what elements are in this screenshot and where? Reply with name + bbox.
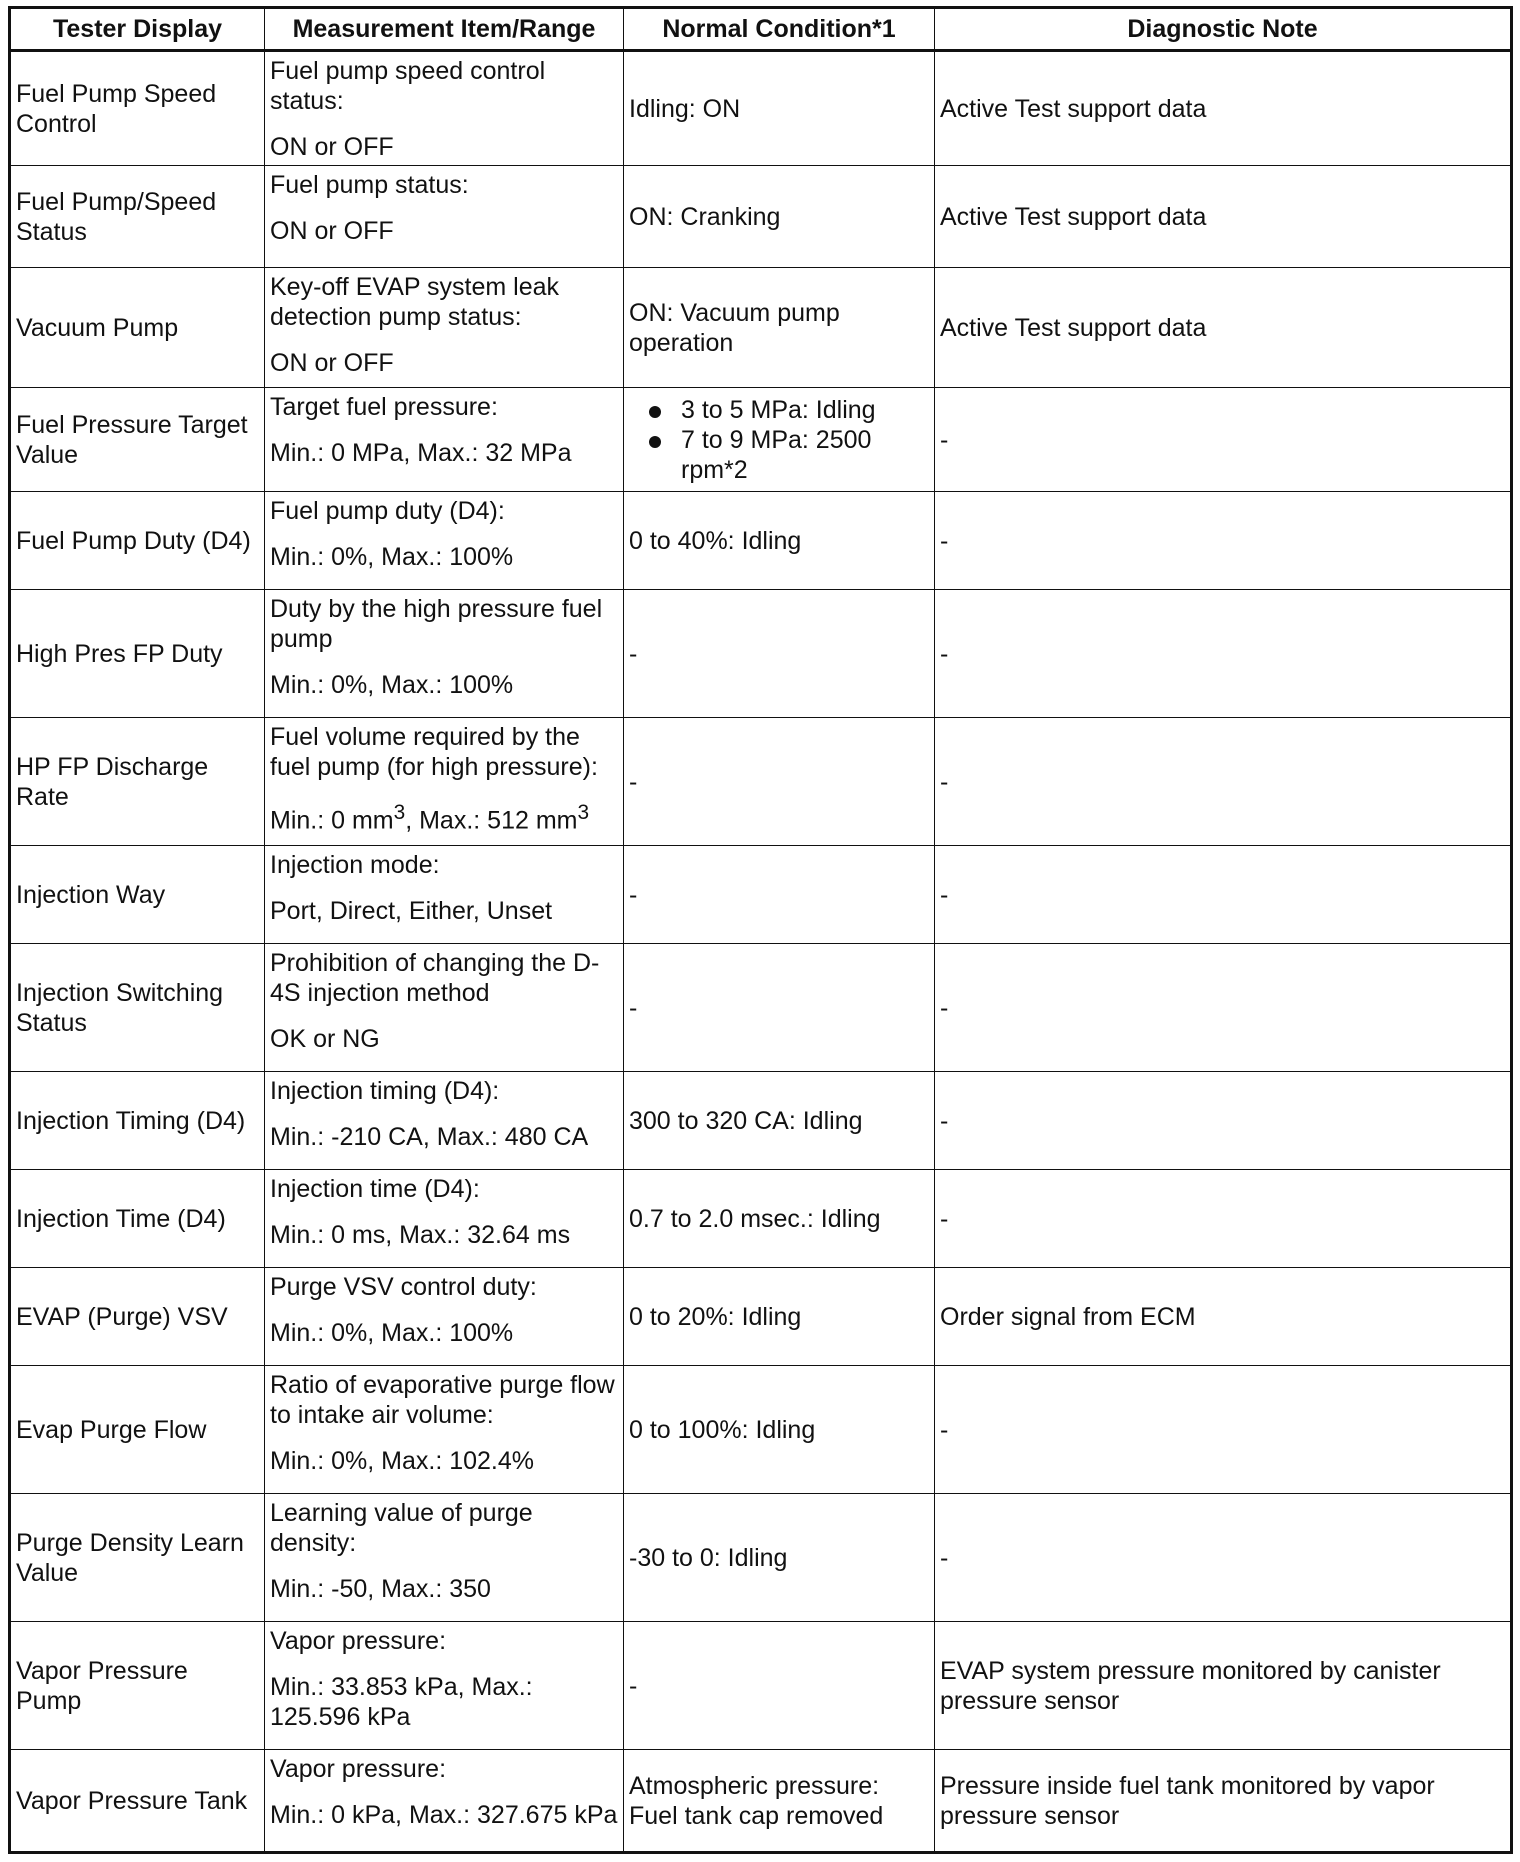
normal-condition-cell: -: [624, 944, 935, 1072]
measurement-cell: [265, 388, 624, 492]
header-diagnostic-note: Diagnostic Note: [935, 8, 1512, 51]
table-row: [10, 1268, 1512, 1366]
diagnostic-note-cell: -: [935, 1494, 1512, 1622]
measurement-item: Target fuel pressure:: [270, 393, 498, 421]
table-row: [10, 1072, 1512, 1170]
table-row: [10, 166, 1512, 268]
measurement-cell: [265, 1268, 624, 1366]
measurement-cell: [265, 944, 624, 1072]
measurement-item: Vapor pressure:: [270, 1755, 447, 1783]
tester-display-cell: EVAP (Purge) VSV: [10, 1268, 265, 1366]
measurement-item: Fuel pump duty (D4):: [270, 497, 505, 525]
table-row: [10, 388, 1512, 492]
tester-display-cell: Fuel Pressure Target Value: [10, 388, 265, 492]
list-item: 3 to 5 MPa: Idling: [681, 395, 929, 425]
table-row: [10, 846, 1512, 944]
normal-condition-cell: ON: Vacuum pump operation: [624, 268, 935, 388]
measurement-range: Min.: 0%, Max.: 100%: [270, 543, 514, 571]
header-row: [10, 8, 1512, 51]
table-row: [10, 268, 1512, 388]
measurement-cell: [265, 492, 624, 590]
table-row: [10, 590, 1512, 718]
measurement-range: Min.: 0 MPa, Max.: 32 MPa: [270, 439, 572, 467]
measurement-cell: [265, 166, 624, 268]
measurement-range: Min.: 0 $mm^3$, Max.: 512 $mm^3$: [270, 801, 590, 835]
normal-condition-cell: -: [624, 590, 935, 718]
measurement-item: Purge VSV control duty:: [270, 1273, 537, 1301]
diagnostic-note-cell: -: [935, 492, 1512, 590]
measurement-cell: [265, 718, 624, 846]
normal-condition-cell: 300 to 320 CA: Idling: [624, 1072, 935, 1170]
diagnostic-note-cell: EVAP system pressure monitored by canister pressure sensor: [935, 1622, 1512, 1750]
measurement-range: Min.: 33.853 kPa, Max.: 125.596 kPa: [270, 1673, 533, 1731]
measurement-range: Port, Direct, Either, Unset: [270, 897, 553, 925]
table-row: [10, 1494, 1512, 1622]
table-row: [10, 492, 1512, 590]
measurement-cell: [265, 1494, 624, 1622]
tester-display-cell: Fuel Pump Duty (D4): [10, 492, 265, 590]
measurement-item: Key-off EVAP system leak detection pump status:: [270, 273, 560, 331]
diagnostic-note-cell: Active Test support data: [935, 268, 1512, 388]
normal-condition-cell: 0 to 40%: Idling: [624, 492, 935, 590]
measurement-item: Injection timing (D4):: [270, 1077, 500, 1105]
measurement-item: Injection mode:: [270, 851, 440, 879]
diagnostic-note-cell: Order signal from ECM: [935, 1268, 1512, 1366]
measurement-range: Min.: 0 kPa, Max.: 327.675 kPa: [270, 1801, 618, 1829]
normal-condition-cell: [624, 388, 935, 492]
measurement-item: Vapor pressure:: [270, 1627, 447, 1655]
measurement-range: Min.: 0%, Max.: 100%: [270, 671, 514, 699]
normal-condition-cell: -30 to 0: Idling: [624, 1494, 935, 1622]
data-list-table: [8, 6, 1513, 1854]
normal-condition-cell: -: [624, 846, 935, 944]
normal-condition-cell: ON: Cranking: [624, 166, 935, 268]
normal-condition-cell: -: [624, 1622, 935, 1750]
tester-display-cell: Vapor Pressure Pump: [10, 1622, 265, 1750]
tester-display-cell: Purge Density Learn Value: [10, 1494, 265, 1622]
tester-display-cell: Injection Time (D4): [10, 1170, 265, 1268]
measurement-cell: [265, 268, 624, 388]
normal-condition-cell: Atmospheric pressure: Fuel tank cap removed: [624, 1750, 935, 1853]
measurement-item: Fuel volume required by the fuel pump (for high pressure):: [270, 723, 598, 781]
diagnostic-note-cell: -: [935, 944, 1512, 1072]
tester-display-cell: Fuel Pump/Speed Status: [10, 166, 265, 268]
tester-display-cell: Injection Switching Status: [10, 944, 265, 1072]
table-row: [10, 1366, 1512, 1494]
normal-condition-cell: -: [624, 718, 935, 846]
diagnostic-note-cell: Active Test support data: [935, 166, 1512, 268]
measurement-item: Prohibition of changing the D-4S injection method: [270, 949, 600, 1007]
measurement-range: Min.: -50, Max.: 350: [270, 1575, 491, 1603]
header-normal-condition: Normal Condition*1: [624, 8, 935, 51]
measurement-range: Min.: 0%, Max.: 100%: [270, 1319, 514, 1347]
measurement-cell: [265, 846, 624, 944]
table-row: [10, 1750, 1512, 1853]
tester-display-cell: Evap Purge Flow: [10, 1366, 265, 1494]
normal-condition-list: [629, 395, 929, 485]
measurement-item: Fuel pump speed control status:: [270, 57, 546, 115]
table-row: [10, 51, 1512, 166]
header-measurement-item: Measurement Item/Range: [265, 8, 624, 51]
table-row: [10, 1170, 1512, 1268]
measurement-cell: [265, 1622, 624, 1750]
measurement-range: OK or NG: [270, 1025, 380, 1053]
measurement-cell: [265, 1072, 624, 1170]
normal-condition-cell: 0 to 100%: Idling: [624, 1366, 935, 1494]
measurement-cell: [265, 1170, 624, 1268]
tester-display-cell: High Pres FP Duty: [10, 590, 265, 718]
measurement-range: Min.: 0%, Max.: 102.4%: [270, 1447, 535, 1475]
list-item: 7 to 9 MPa: 2500 rpm*2: [681, 425, 929, 485]
measurement-range: ON or OFF: [270, 133, 394, 161]
diagnostic-note-cell: -: [935, 1170, 1512, 1268]
diagnostic-note-cell: Active Test support data: [935, 51, 1512, 166]
normal-condition-cell: 0.7 to 2.0 msec.: Idling: [624, 1170, 935, 1268]
measurement-range: Min.: -210 CA, Max.: 480 CA: [270, 1123, 589, 1151]
tester-display-cell: Vapor Pressure Tank: [10, 1750, 265, 1853]
measurement-range: Min.: 0 ms, Max.: 32.64 ms: [270, 1221, 571, 1249]
measurement-cell: [265, 590, 624, 718]
header-tester-display: Tester Display: [10, 8, 265, 51]
measurement-item: Injection time (D4):: [270, 1175, 480, 1203]
measurement-range: ON or OFF: [270, 349, 394, 377]
measurement-item: Fuel pump status:: [270, 171, 469, 199]
diagnostic-note-cell: -: [935, 718, 1512, 846]
tester-display-cell: Fuel Pump Speed Control: [10, 51, 265, 166]
measurement-cell: [265, 51, 624, 166]
tester-display-cell: Vacuum Pump: [10, 268, 265, 388]
tester-display-cell: HP FP Discharge Rate: [10, 718, 265, 846]
measurement-cell: [265, 1366, 624, 1494]
diagnostic-note-cell: -: [935, 388, 1512, 492]
tester-display-cell: Injection Timing (D4): [10, 1072, 265, 1170]
data-list-table-container: [8, 6, 1513, 1854]
measurement-cell: [265, 1750, 624, 1853]
table-row: [10, 718, 1512, 846]
diagnostic-note-cell: -: [935, 1366, 1512, 1494]
tester-display-cell: Injection Way: [10, 846, 265, 944]
diagnostic-note-cell: Pressure inside fuel tank monitored by vapor pressure sensor: [935, 1750, 1512, 1853]
diagnostic-note-cell: -: [935, 1072, 1512, 1170]
measurement-item: Duty by the high pressure fuel pump: [270, 595, 603, 653]
measurement-range: ON or OFF: [270, 217, 394, 245]
table-row: [10, 1622, 1512, 1750]
diagnostic-note-cell: -: [935, 846, 1512, 944]
normal-condition-cell: 0 to 20%: Idling: [624, 1268, 935, 1366]
normal-condition-cell: Idling: ON: [624, 51, 935, 166]
diagnostic-note-cell: -: [935, 590, 1512, 718]
measurement-item: Ratio of evaporative purge flow to intake air volume:: [270, 1371, 615, 1429]
measurement-item: Learning value of purge density:: [270, 1499, 533, 1557]
table-row: [10, 944, 1512, 1072]
